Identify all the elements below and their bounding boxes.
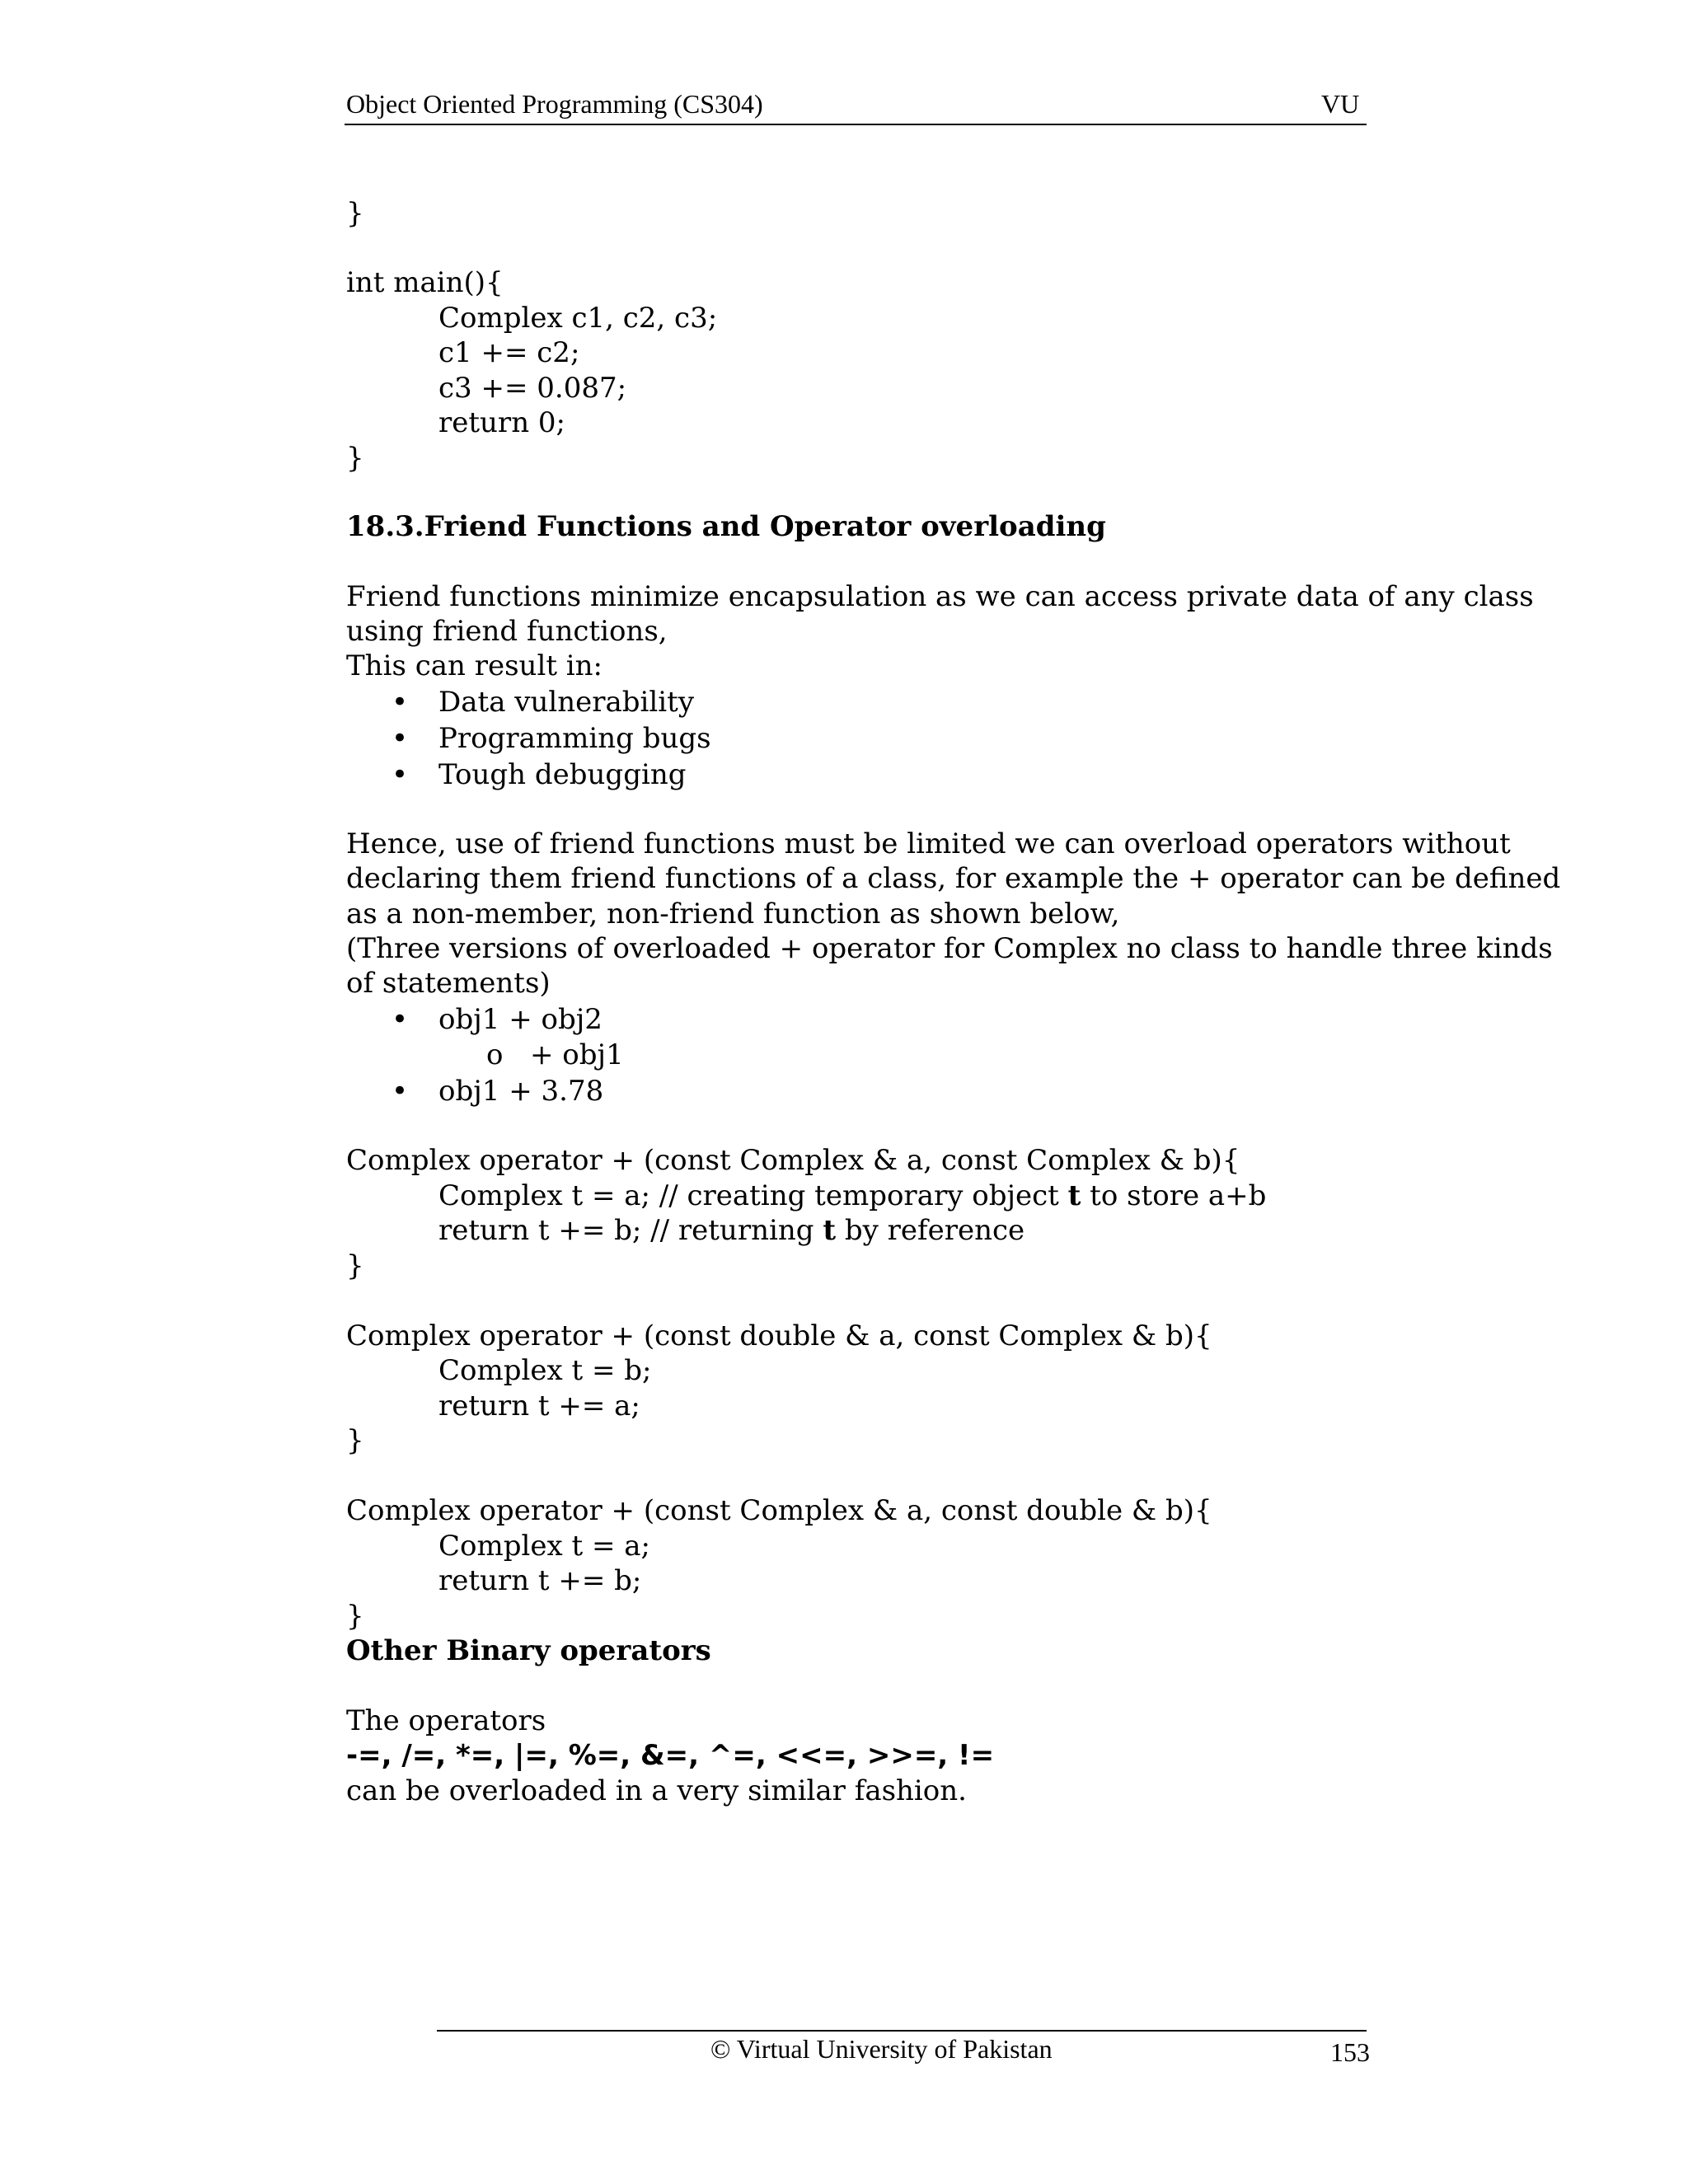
code-close-brace: }: [346, 197, 364, 230]
header-course-title: Object Oriented Programming (CS304): [346, 89, 763, 119]
code-main-signature: int main(){: [346, 266, 504, 299]
footer-rule: [437, 2030, 1367, 2032]
bullet-marker: •: [392, 686, 409, 719]
header-rule: [345, 124, 1367, 125]
code-close-brace: }: [346, 1600, 364, 1633]
paragraph-line: as a non-member, non-friend function as shown below,: [346, 898, 1120, 930]
code-func1-signature: Complex operator + (const Complex & a, const Complex & b){: [346, 1144, 1240, 1177]
code-line: Complex c1, c2, c3;: [438, 302, 718, 335]
code-line: [438, 1213, 1025, 1248]
sub-bullet-marker: o: [486, 1038, 504, 1071]
code-close-brace: }: [346, 442, 364, 475]
section-title: Friend Functions and Operator overloading: [424, 510, 1106, 543]
code-close-brace: }: [346, 1249, 364, 1282]
code-line: Complex t = b;: [438, 1354, 652, 1387]
section-heading: [346, 509, 1106, 544]
other-heading: Other Binary operators: [346, 1634, 711, 1667]
paragraph-line: Friend functions minimize encapsulation as we can access private data of any class: [346, 580, 1534, 613]
bullet-marker: •: [392, 1075, 409, 1108]
code-text: return t += b; // returning: [438, 1214, 823, 1247]
bullet-marker: •: [392, 758, 409, 791]
footer-copyright: © Virtual University of Pakistan: [710, 2034, 1053, 2064]
code-line: return t += a;: [438, 1390, 640, 1422]
paragraph-line: The operators: [346, 1704, 546, 1737]
paragraph-line: can be overloaded in a very similar fashion.: [346, 1774, 967, 1807]
code-line: Complex t = a;: [438, 1530, 650, 1563]
paragraph-line: This can result in:: [346, 649, 603, 682]
paragraph-line: Hence, use of friend functions must be limited we can overload operators without: [346, 827, 1511, 860]
list-item: Data vulnerability: [438, 686, 695, 719]
list-item: Tough debugging: [438, 758, 687, 791]
bullet-marker: •: [392, 1003, 409, 1036]
bullet-marker: •: [392, 722, 409, 755]
header-vu: VU: [1321, 89, 1360, 119]
code-text: to store a+b: [1081, 1179, 1267, 1212]
section-number: 18.3.: [346, 510, 424, 543]
code-bold-t: t: [823, 1214, 837, 1247]
sub-list-item: + obj1: [530, 1038, 624, 1071]
list-item: obj1 + obj2: [438, 1003, 603, 1036]
code-bold-t: t: [1067, 1179, 1081, 1212]
code-line: return t += b;: [438, 1564, 642, 1597]
list-item: obj1 + 3.78: [438, 1075, 604, 1108]
code-func3-signature: Complex operator + (const Complex & a, const double & b){: [346, 1494, 1212, 1527]
code-close-brace: }: [346, 1424, 364, 1457]
paragraph-line: (Three versions of overloaded + operator for Complex no class to handle three kinds: [346, 932, 1553, 965]
code-func2-signature: Complex operator + (const double & a, const Complex & b){: [346, 1319, 1212, 1352]
code-line: [438, 1179, 1266, 1213]
code-line: c1 += c2;: [438, 336, 580, 369]
list-item: Programming bugs: [438, 722, 711, 755]
operators-list: -=, /=, *=, |=, %=, &=, ^=, <<=, >>=, !=: [346, 1739, 995, 1772]
code-line: c3 += 0.087;: [438, 372, 627, 405]
paragraph-line: declaring them friend functions of a class, for example the + operator can be defined: [346, 862, 1561, 895]
paragraph-line: of statements): [346, 967, 551, 1000]
code-text: Complex t = a; // creating temporary object: [438, 1179, 1068, 1212]
page-number: 153: [1330, 2037, 1370, 2067]
code-text: by reference: [836, 1214, 1025, 1247]
paragraph-line: using friend functions,: [346, 615, 668, 648]
code-line: return 0;: [438, 406, 565, 439]
